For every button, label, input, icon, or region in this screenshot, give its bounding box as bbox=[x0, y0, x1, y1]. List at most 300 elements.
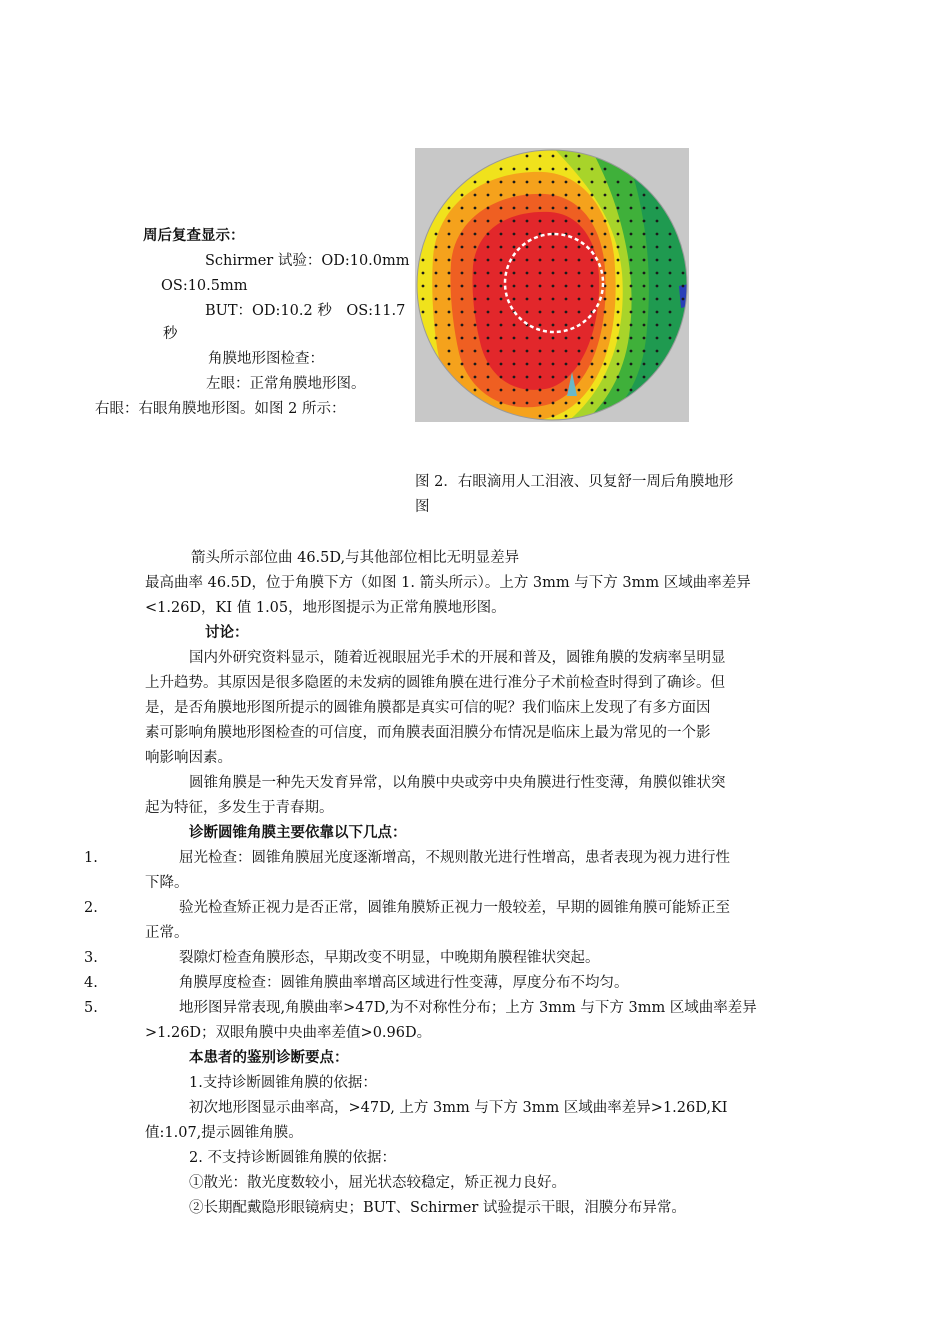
grid-dot bbox=[448, 220, 451, 223]
grid-dot bbox=[474, 181, 477, 184]
grid-dot bbox=[500, 285, 503, 288]
grid-dot bbox=[461, 246, 464, 249]
grid-dot bbox=[461, 272, 464, 275]
grid-dot bbox=[617, 311, 620, 314]
criteria-item-line-1: 裂隙灯检查角膜形态，早期改变不明显，中晚期角膜程锥状突起。 bbox=[179, 950, 600, 966]
criteria-number: 3. bbox=[84, 950, 98, 966]
against-item-1: ①散光：散光度数较小，屈光状态较稳定，矫正视力良好。 bbox=[189, 1175, 566, 1191]
grid-dot bbox=[656, 246, 659, 249]
grid-dot bbox=[578, 311, 581, 314]
grid-dot bbox=[604, 259, 607, 262]
corneal-topography-map bbox=[415, 148, 689, 422]
grid-dot bbox=[565, 363, 568, 366]
grid-dot bbox=[487, 246, 490, 249]
grid-dot bbox=[461, 285, 464, 288]
grid-dot bbox=[578, 272, 581, 275]
grid-dot bbox=[552, 363, 555, 366]
grid-dot bbox=[539, 181, 542, 184]
grid-dot bbox=[669, 324, 672, 327]
grid-dot bbox=[669, 259, 672, 262]
grid-dot bbox=[513, 220, 516, 223]
grid-dot bbox=[448, 298, 451, 301]
grid-dot bbox=[552, 350, 555, 353]
grid-dot bbox=[604, 311, 607, 314]
grid-dot bbox=[591, 168, 594, 171]
support-line-1: 初次地形图显示曲率高，>47D, 上方 3mm 与下方 3mm 区域曲率差异>1.26D,KI bbox=[189, 1100, 728, 1116]
grid-dot bbox=[643, 350, 646, 353]
grid-dot bbox=[617, 376, 620, 379]
figure-caption-line-1: 图 2．右眼滴用人工泪液、贝复舒一周后角膜地形 bbox=[415, 474, 734, 490]
grid-dot bbox=[487, 376, 490, 379]
grid-dot bbox=[630, 233, 633, 236]
grid-dot bbox=[500, 324, 503, 327]
grid-dot bbox=[604, 337, 607, 340]
schirmer-line-1: Schirmer 试验：OD:10.0mm bbox=[205, 253, 410, 269]
grid-dot bbox=[617, 233, 620, 236]
grid-dot bbox=[591, 298, 594, 301]
grid-dot bbox=[578, 233, 581, 236]
grid-dot bbox=[604, 246, 607, 249]
grid-dot bbox=[539, 402, 542, 405]
grid-dot bbox=[591, 363, 594, 366]
grid-dot bbox=[630, 181, 633, 184]
grid-dot bbox=[630, 376, 633, 379]
grid-dot bbox=[578, 402, 581, 405]
grid-dot bbox=[487, 207, 490, 210]
grid-dot bbox=[474, 311, 477, 314]
grid-dot bbox=[591, 259, 594, 262]
grid-dot bbox=[656, 207, 659, 210]
grid-dot bbox=[578, 207, 581, 210]
grid-dot bbox=[591, 246, 594, 249]
grid-dot bbox=[643, 233, 646, 236]
grid-dot bbox=[604, 324, 607, 327]
schirmer-line-2: OS:10.5mm bbox=[161, 278, 248, 294]
grid-dot bbox=[578, 389, 581, 392]
grid-dot bbox=[669, 246, 672, 249]
grid-dot bbox=[526, 155, 529, 158]
grid-dot bbox=[591, 233, 594, 236]
grid-dot bbox=[448, 350, 451, 353]
grid-dot bbox=[513, 324, 516, 327]
grid-dot bbox=[422, 259, 425, 262]
grid-dot bbox=[461, 194, 464, 197]
but-line-1: BUT：OD:10.2 秒 OS:11.7 bbox=[205, 303, 406, 319]
grid-dot bbox=[539, 246, 542, 249]
grid-dot bbox=[578, 350, 581, 353]
grid-dot bbox=[578, 246, 581, 249]
grid-dot bbox=[552, 402, 555, 405]
grid-dot bbox=[526, 246, 529, 249]
grid-dot bbox=[656, 298, 659, 301]
grid-dot bbox=[552, 285, 555, 288]
grid-dot bbox=[526, 272, 529, 275]
grid-dot bbox=[448, 259, 451, 262]
grid-dot bbox=[565, 259, 568, 262]
grid-dot bbox=[539, 259, 542, 262]
support-line-2: 值:1.07,提示圆锥角膜。 bbox=[145, 1125, 303, 1141]
grid-dot bbox=[513, 337, 516, 340]
grid-dot bbox=[565, 194, 568, 197]
grid-dot bbox=[539, 415, 542, 418]
grid-dot bbox=[604, 402, 607, 405]
arrow-note: 箭头所示部位曲 46.5D,与其他部位相比无明显差异 bbox=[191, 550, 520, 566]
grid-dot bbox=[565, 337, 568, 340]
grid-dot bbox=[526, 389, 529, 392]
grid-dot bbox=[526, 194, 529, 197]
grid-dot bbox=[474, 272, 477, 275]
grid-dot bbox=[500, 246, 503, 249]
grid-dot bbox=[474, 298, 477, 301]
grid-dot bbox=[656, 363, 659, 366]
grid-dot bbox=[578, 376, 581, 379]
criteria-heading: 诊断圆锥角膜主要依靠以下几点： bbox=[189, 824, 407, 841]
grid-dot bbox=[604, 389, 607, 392]
grid-dot bbox=[435, 298, 438, 301]
grid-dot bbox=[617, 337, 620, 340]
grid-dot bbox=[422, 272, 425, 275]
grid-dot bbox=[474, 194, 477, 197]
grid-dot bbox=[630, 389, 633, 392]
grid-dot bbox=[526, 363, 529, 366]
grid-dot bbox=[422, 311, 425, 314]
grid-dot bbox=[630, 194, 633, 197]
grid-dot bbox=[578, 285, 581, 288]
grid-dot bbox=[539, 389, 542, 392]
grid-dot bbox=[565, 155, 568, 158]
grid-dot bbox=[643, 246, 646, 249]
grid-dot bbox=[513, 389, 516, 392]
grid-dot bbox=[448, 207, 451, 210]
grid-dot bbox=[656, 233, 659, 236]
grid-dot bbox=[526, 168, 529, 171]
grid-dot bbox=[591, 350, 594, 353]
grid-dot bbox=[526, 233, 529, 236]
grid-dot bbox=[643, 285, 646, 288]
grid-dot bbox=[448, 233, 451, 236]
grid-dots bbox=[422, 155, 685, 418]
grid-dot bbox=[435, 259, 438, 262]
grid-dot bbox=[552, 324, 555, 327]
grid-dot bbox=[513, 298, 516, 301]
grid-dot bbox=[643, 311, 646, 314]
discussion-p2-line: 圆锥角膜是一种先天发育异常，以角膜中央或旁中央角膜进行性变薄，角膜似锥状突 bbox=[189, 775, 726, 791]
grid-dot bbox=[448, 285, 451, 288]
grid-dot bbox=[604, 350, 607, 353]
grid-dot bbox=[643, 207, 646, 210]
grid-dot bbox=[539, 272, 542, 275]
grid-dot bbox=[669, 298, 672, 301]
grid-dot bbox=[578, 155, 581, 158]
grid-dot bbox=[591, 207, 594, 210]
grid-dot bbox=[539, 311, 542, 314]
criteria-item-line-1: 屈光检查：圆锥角膜屈光度逐渐增高，不规则散光进行性增高，患者表现为视力进行性 bbox=[179, 850, 730, 866]
discussion-p2-line: 起为特征，多发生于青春期。 bbox=[145, 800, 334, 816]
criteria-item-line-2: >1.26D；双眼角膜中央曲率差值>0.96D。 bbox=[145, 1025, 432, 1041]
grid-dot bbox=[513, 363, 516, 366]
grid-dot bbox=[565, 415, 568, 418]
grid-dot bbox=[656, 324, 659, 327]
grid-dot bbox=[448, 324, 451, 327]
grid-dot bbox=[474, 259, 477, 262]
grid-dot bbox=[617, 298, 620, 301]
grid-dot bbox=[552, 220, 555, 223]
grid-dot bbox=[422, 285, 425, 288]
grid-dot bbox=[604, 181, 607, 184]
grid-dot bbox=[487, 194, 490, 197]
discussion-p1-line: 上升趋势。其原因是很多隐匿的未发病的圆锥角膜在进行准分子术前检查时得到了确诊。但 bbox=[145, 675, 725, 691]
grid-dot bbox=[617, 285, 620, 288]
grid-dot bbox=[552, 233, 555, 236]
grid-dot bbox=[565, 220, 568, 223]
grid-dot bbox=[500, 259, 503, 262]
grid-dot bbox=[656, 350, 659, 353]
grid-dot bbox=[630, 298, 633, 301]
grid-dot bbox=[656, 272, 659, 275]
grid-dot bbox=[461, 324, 464, 327]
grid-dot bbox=[539, 337, 542, 340]
grid-dot bbox=[617, 220, 620, 223]
grid-dot bbox=[448, 311, 451, 314]
differential-heading: 本患者的鉴别诊断要点： bbox=[189, 1049, 349, 1066]
against-item-2: ②长期配戴隐形眼镜病史；BUT、Schirmer 试验提示干眼，泪膜分布异常。 bbox=[189, 1200, 686, 1216]
grid-dot bbox=[487, 181, 490, 184]
grid-dot bbox=[669, 311, 672, 314]
right-eye-result: 右眼：右眼角膜地形图。如图 2 所示： bbox=[95, 401, 346, 417]
grid-dot bbox=[565, 298, 568, 301]
grid-dot bbox=[461, 220, 464, 223]
criteria-number: 5. bbox=[84, 1000, 98, 1016]
grid-dot bbox=[513, 168, 516, 171]
criteria-number: 4. bbox=[84, 975, 98, 991]
grid-dot bbox=[526, 259, 529, 262]
grid-dot bbox=[552, 155, 555, 158]
grid-dot bbox=[435, 324, 438, 327]
grid-dot bbox=[630, 350, 633, 353]
grid-dot bbox=[552, 207, 555, 210]
grid-dot bbox=[669, 337, 672, 340]
grid-dot bbox=[487, 350, 490, 353]
grid-dot bbox=[474, 233, 477, 236]
grid-dot bbox=[474, 363, 477, 366]
grid-dot bbox=[474, 350, 477, 353]
criteria-item-line-1: 地形图异常表现,角膜曲率>47D,为不对称性分布；上方 3mm 与下方 3mm 区域曲率差异 bbox=[179, 1000, 757, 1016]
grid-dot bbox=[591, 402, 594, 405]
grid-dot bbox=[617, 181, 620, 184]
grid-dot bbox=[435, 246, 438, 249]
grid-dot bbox=[539, 207, 542, 210]
grid-dot bbox=[630, 285, 633, 288]
grid-dot bbox=[461, 298, 464, 301]
grid-dot bbox=[591, 285, 594, 288]
grid-dot bbox=[448, 272, 451, 275]
grid-dot bbox=[513, 233, 516, 236]
discussion-p1-line: 素可影响角膜地形图检查的可信度，而角膜表面泪膜分布情况是临床上最为常见的一个影 bbox=[145, 725, 711, 741]
discussion-heading: 讨论： bbox=[205, 624, 249, 641]
grid-dot bbox=[604, 363, 607, 366]
grid-dot bbox=[474, 207, 477, 210]
grid-dot bbox=[565, 311, 568, 314]
grid-dot bbox=[591, 324, 594, 327]
grid-dot bbox=[487, 259, 490, 262]
discussion-p1-line: 响影响因素。 bbox=[145, 750, 232, 766]
grid-dot bbox=[461, 207, 464, 210]
grid-dot bbox=[565, 402, 568, 405]
grid-dot bbox=[526, 350, 529, 353]
grid-dot bbox=[474, 389, 477, 392]
grid-dot bbox=[630, 337, 633, 340]
left-eye-result: 左眼：正常角膜地形图。 bbox=[206, 376, 366, 392]
grid-dot bbox=[643, 272, 646, 275]
grid-dot bbox=[682, 272, 685, 275]
discussion-p1-line: 国内外研究资料显示，随着近视眼屈光手术的开展和普及，圆锥角膜的发病率呈明显 bbox=[189, 650, 726, 666]
grid-dot bbox=[552, 311, 555, 314]
grid-dot bbox=[500, 233, 503, 236]
grid-dot bbox=[513, 259, 516, 262]
grid-dot bbox=[617, 194, 620, 197]
grid-dot bbox=[617, 363, 620, 366]
grid-dot bbox=[448, 363, 451, 366]
grid-dot bbox=[565, 168, 568, 171]
grid-dot bbox=[526, 402, 529, 405]
grid-dot bbox=[552, 298, 555, 301]
grid-dot bbox=[552, 168, 555, 171]
grid-dot bbox=[604, 220, 607, 223]
grid-dot bbox=[539, 376, 542, 379]
grid-dot bbox=[500, 389, 503, 392]
grid-dot bbox=[513, 402, 516, 405]
grid-dot bbox=[500, 168, 503, 171]
grid-dot bbox=[461, 311, 464, 314]
grid-dot bbox=[591, 181, 594, 184]
grid-dot bbox=[604, 272, 607, 275]
grid-dot bbox=[630, 246, 633, 249]
grid-dot bbox=[630, 220, 633, 223]
grid-dot bbox=[630, 272, 633, 275]
grid-dot bbox=[630, 259, 633, 262]
grid-dot bbox=[565, 350, 568, 353]
grid-dot bbox=[526, 376, 529, 379]
grid-dot bbox=[513, 181, 516, 184]
grid-dot bbox=[435, 233, 438, 236]
grid-dot bbox=[435, 285, 438, 288]
grid-dot bbox=[487, 311, 490, 314]
grid-dot bbox=[565, 181, 568, 184]
grid-dot bbox=[682, 298, 685, 301]
grid-dot bbox=[500, 350, 503, 353]
grid-dot bbox=[539, 168, 542, 171]
grid-dot bbox=[578, 168, 581, 171]
criteria-number: 1. bbox=[84, 850, 98, 866]
grid-dot bbox=[513, 194, 516, 197]
grid-dot bbox=[552, 194, 555, 197]
result-line-1: 最高曲率 46.5D，位于角膜下方（如图 1. 箭头所示）。上方 3mm 与下方 3mm 区域曲率差异 bbox=[145, 575, 751, 591]
grid-dot bbox=[643, 324, 646, 327]
grid-dot bbox=[682, 285, 685, 288]
grid-dot bbox=[565, 376, 568, 379]
grid-dot bbox=[578, 181, 581, 184]
grid-dot bbox=[526, 285, 529, 288]
grid-dot bbox=[474, 324, 477, 327]
grid-dot bbox=[604, 207, 607, 210]
grid-dot bbox=[539, 363, 542, 366]
result-line-2: <1.26D，KI 值 1.05，地形图提示为正常角膜地形图。 bbox=[145, 600, 506, 616]
grid-dot bbox=[565, 389, 568, 392]
grid-dot bbox=[539, 350, 542, 353]
grid-dot bbox=[656, 337, 659, 340]
grid-dot bbox=[565, 246, 568, 249]
grid-dot bbox=[643, 337, 646, 340]
grid-dot bbox=[539, 324, 542, 327]
grid-dot bbox=[578, 194, 581, 197]
grid-dot bbox=[474, 337, 477, 340]
grid-dot bbox=[578, 220, 581, 223]
grid-dot bbox=[630, 363, 633, 366]
grid-dot bbox=[591, 389, 594, 392]
criteria-item-line-1: 角膜厚度检查：圆锥角膜曲率增高区域进行性变薄，厚度分布不均匀。 bbox=[179, 975, 629, 991]
grid-dot bbox=[500, 363, 503, 366]
grid-dot bbox=[500, 337, 503, 340]
grid-dot bbox=[669, 272, 672, 275]
grid-dot bbox=[552, 259, 555, 262]
grid-dot bbox=[669, 233, 672, 236]
grid-dot bbox=[643, 259, 646, 262]
grid-dot bbox=[617, 272, 620, 275]
grid-dot bbox=[552, 389, 555, 392]
grid-dot bbox=[487, 324, 490, 327]
grid-dot bbox=[591, 272, 594, 275]
against-heading: 2. 不支持诊断圆锥角膜的依据： bbox=[189, 1150, 396, 1166]
grid-dot bbox=[513, 272, 516, 275]
grid-dot bbox=[513, 207, 516, 210]
grid-dot bbox=[526, 207, 529, 210]
grid-dot bbox=[578, 337, 581, 340]
grid-dot bbox=[565, 324, 568, 327]
grid-dot bbox=[487, 220, 490, 223]
grid-dot bbox=[461, 350, 464, 353]
criteria-item-line-2: 正常。 bbox=[145, 925, 189, 941]
grid-dot bbox=[500, 311, 503, 314]
grid-dot bbox=[448, 337, 451, 340]
grid-dot bbox=[513, 350, 516, 353]
grid-dot bbox=[643, 298, 646, 301]
grid-dot bbox=[617, 259, 620, 262]
grid-dot bbox=[448, 246, 451, 249]
grid-dot bbox=[617, 350, 620, 353]
grid-dot bbox=[526, 181, 529, 184]
support-heading: 1.支持诊断圆锥角膜的依据： bbox=[189, 1075, 377, 1091]
grid-dot bbox=[552, 246, 555, 249]
criteria-number: 2. bbox=[84, 900, 98, 916]
grid-dot bbox=[552, 376, 555, 379]
grid-dot bbox=[591, 376, 594, 379]
criteria-item-line-2: 下降。 bbox=[145, 875, 189, 891]
grid-dot bbox=[500, 220, 503, 223]
grid-dot bbox=[604, 233, 607, 236]
grid-dot bbox=[500, 402, 503, 405]
grid-dot bbox=[591, 220, 594, 223]
grid-dot bbox=[565, 207, 568, 210]
grid-dot bbox=[487, 298, 490, 301]
grid-dot bbox=[539, 194, 542, 197]
grid-dot bbox=[526, 220, 529, 223]
grid-dot bbox=[461, 233, 464, 236]
grid-dot bbox=[617, 389, 620, 392]
grid-dot bbox=[474, 285, 477, 288]
grid-dot bbox=[656, 285, 659, 288]
grid-dot bbox=[539, 298, 542, 301]
criteria-item-line-1: 验光检查矫正视力是否正常，圆锥角膜矫正视力一般较差，早期的圆锥角膜可能矫正至 bbox=[179, 900, 730, 916]
